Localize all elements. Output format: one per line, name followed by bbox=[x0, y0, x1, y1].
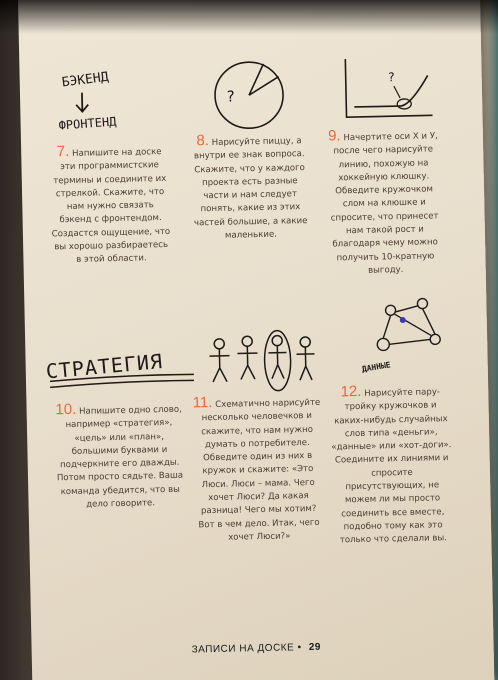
pizza-sketch-icon bbox=[203, 54, 295, 136]
tip-10-text: Напишите одно слово, например «стратегия», «цель» или «план», большими буквами и подчеркните его дважды. Потом просто сядьте. Ваша команда убедится, что вы дело говорите. bbox=[56, 404, 184, 510]
pizza-question-mark: ? bbox=[225, 87, 236, 106]
tip-8-number: 8. bbox=[196, 132, 210, 150]
sketch-strategy-label: СТРАТЕГИЯ bbox=[44, 349, 164, 384]
tip-12-text: Нарисуйте пару-тройку кружочков и каких-нибудь случайных слов типа «деньги», «данные» или «хот-доги». Соедините их линиями и спросите присутствующих, не можем ли мы просто соединить все вместе, подобно тому как это только что сделали вы. bbox=[331, 387, 452, 546]
page-footer bbox=[192, 642, 322, 656]
sketch-data-label: ДАННЫЕ bbox=[361, 360, 392, 374]
footer-separator: • bbox=[297, 642, 302, 654]
tip-12 bbox=[328, 383, 455, 548]
tip-10 bbox=[52, 401, 186, 513]
people-sketch-icon bbox=[205, 324, 317, 402]
double-underline-icon bbox=[48, 372, 198, 391]
hockey-stick-sketch-icon bbox=[339, 55, 440, 127]
tip-7-number: 7. bbox=[56, 142, 70, 161]
sketch-backend-label: БЭКЕНД bbox=[60, 69, 110, 91]
arrow-down-icon bbox=[72, 90, 92, 114]
tip-11-text: Схематично нарисуйте несколько человечков и скажите, что нам нужно думать о потребителе. Обведите один из них в кружок и скажите: «Это Люси. Люси – мама. Чего хочет Люси? Да какая разница! Чего мы хотим? Вот в чем дело. Итак, чего хочет Люси?» bbox=[198, 397, 321, 543]
footer-title: ЗАПИСИ НА ДОСКЕ bbox=[191, 642, 295, 656]
book-page bbox=[18, 0, 494, 680]
page-number: 29 bbox=[308, 641, 322, 654]
tip-9 bbox=[325, 127, 444, 279]
tip-11 bbox=[190, 394, 325, 546]
tip-12-number: 12. bbox=[340, 382, 362, 401]
sketch-frontend-label: ФРОНТЕНД bbox=[58, 114, 117, 133]
tip-9-text: Начертите оси X и У, после чего нарисуйте линию, похожую на хоккейную клюшку. Обведите кружочком слом на клюшке и спросите, что принесет нам такой рост и благодаря чему можно получить 10-кратную выгоду. bbox=[330, 131, 439, 276]
axes-question-mark: ? bbox=[387, 70, 396, 85]
tip-8-text: Нарисуйте пиццу, а внутри ее знак вопроса. Скажите, что у каждого проекта есть разные части и нам следует понять, какие из этих частей большие, а какие маленькие. bbox=[193, 136, 308, 241]
tip-9-number: 9. bbox=[327, 127, 341, 145]
tip-8 bbox=[189, 132, 311, 244]
tip-7-text: Напишите на доске эти программистские термины и соедините их стрелкой. Скажите, что нам нужно связать бэкенд с фронтендом. Создастся ощущение, что вы хорошо разбираетесь в этой области. bbox=[51, 147, 171, 266]
tip-11-number: 11. bbox=[192, 394, 213, 412]
tip-10-number: 10. bbox=[55, 400, 77, 419]
tip-7 bbox=[49, 143, 172, 268]
